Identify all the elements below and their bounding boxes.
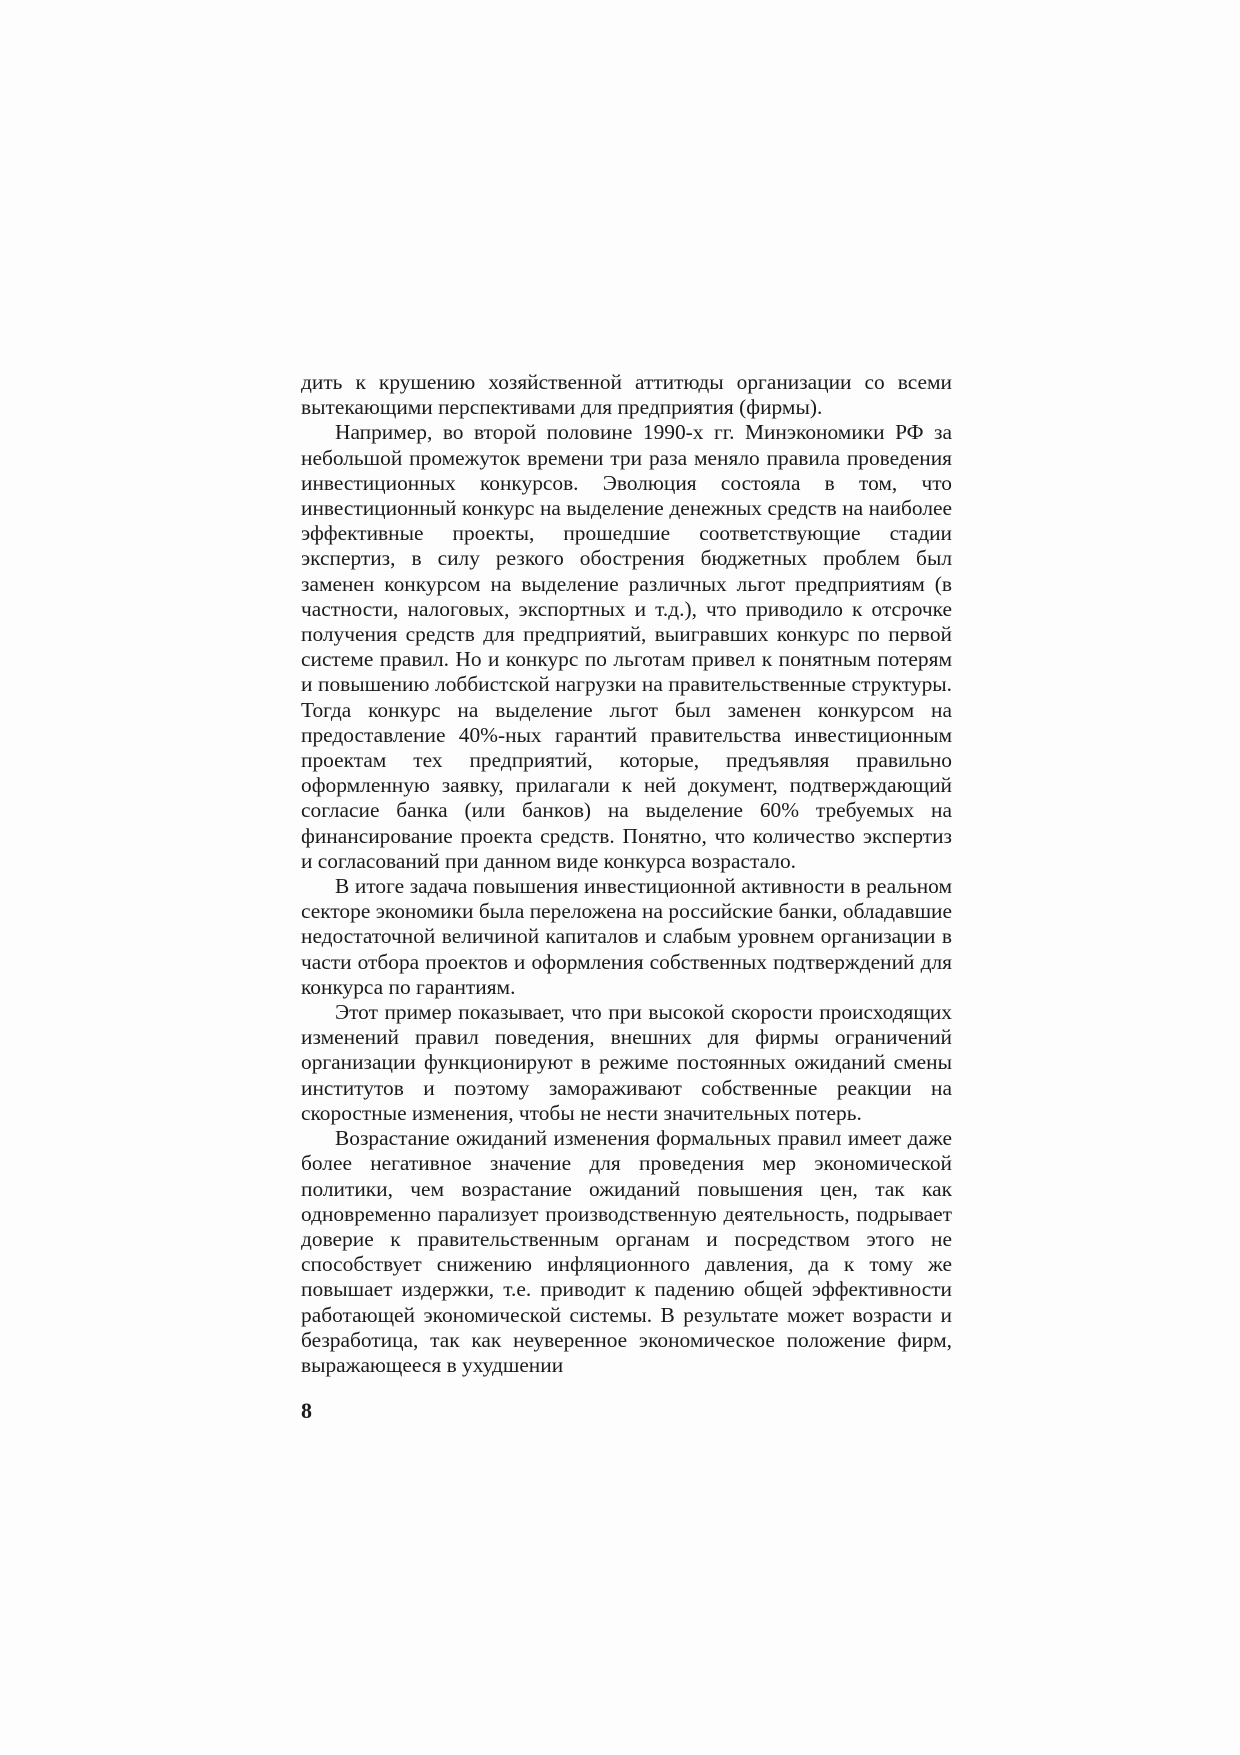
paragraph-2: Например, во второй половине 1990-х гг. Минэкономики РФ за небольшой промежуток времени три раза меняло правила проведения инвестиционных конкурсов. Эволюция состояла в том, что инвестиционный конкурс на выделение денежных средств на наиболее эффективные проекты, прошедшие соответствующие стадии экспертиз, в силу резкого обострения бюджетных проблем был заменен конкурсом на выделение различных льгот предприятиям (в частности, налоговых, экспортных и т.д.), что приводило к отсрочке получения средств для предприятий, выигравших конкурс по первой системе правил. Но и конкурс по льготам привел к понятным потерям и повышению лоббистской нагрузки на правительственные структуры. Тогда конкурс на выделение льгот был заменен конкурсом на предоставление 40%-ных гарантий правительства инвестиционным проектам тех предприятий, которые, предъявляя правильно оформленную заявку, прилагали к ней документ, подтверждающий согласие банка (или банков) на выделение 60% требуемых на финансирование проекта средств. Понятно, что количество экспертиз и согласований при данном виде конкурса возрастало.	[301, 420, 952, 873]
paragraph-5: Возрастание ожиданий изменения формальных правил имеет даже более негативное значение для проведения мер экономической политики, чем возрастание ожиданий повышения цен, так как одновременно парализует производственную деятельность, подрывает доверие к правительственным органам и посредством этого не способствует снижению инфляционного давления, да к тому же повышает издержки, т.е. приводит к падению общей эффективности работающей экономической системы. В результате может возрасти и безработица, так как неуверенное экономическое положение фирм, выражающееся в ухудшении	[301, 1126, 952, 1377]
paragraph-1: дить к крушению хозяйственной аттитюды организации со всеми вытекающими перспективами для предприятия (фирмы).	[301, 370, 952, 420]
paragraph-3: В итоге задача повышения инвестиционной активности в реальном секторе экономики была переложена на российские банки, обладавшие недостаточной величиной капиталов и слабым уровнем организации в части отбора проектов и оформления собственных подтверждений для конкурса по гарантиям.	[301, 874, 952, 999]
body-text	[301, 370, 952, 1378]
paragraph-4: Этот пример показывает, что при высокой скорости происходящих изменений правил поведения, внешних для фирмы ограничений организации функционируют в режиме постоянных ожиданий смены институтов и поэтому замораживают собственные реакции на скоростные изменения, чтобы не нести значительных потерь.	[301, 1000, 952, 1125]
page-number: 8	[301, 1398, 312, 1423]
